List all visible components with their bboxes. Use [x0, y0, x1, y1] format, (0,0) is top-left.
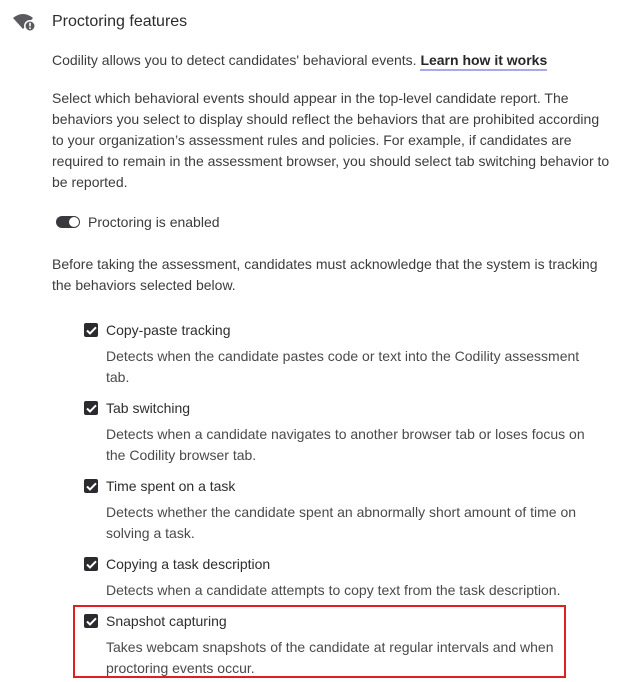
- checkmark-icon: [86, 482, 97, 491]
- proctoring-toggle-row: [56, 214, 220, 230]
- intro-text: Codility allows you to detect candidates' behavioral events.: [52, 52, 421, 68]
- toggle-knob: [69, 217, 79, 227]
- section-header: [12, 10, 38, 34]
- tab-switching-checkbox[interactable]: [84, 401, 98, 415]
- option-copying-task-description: [84, 554, 594, 601]
- proctoring-toggle-label: Proctoring is enabled: [88, 214, 220, 230]
- copying-task-description-checkbox[interactable]: [84, 557, 98, 571]
- option-description: Detects when a candidate attempts to copy text from the task description.: [106, 582, 561, 598]
- option-description: Detects whether the candidate spent an abnormally short amount of time on solving a task.: [106, 504, 577, 541]
- snapshot-capturing-checkbox[interactable]: [84, 614, 98, 628]
- description-paragraph: Select which behavioral events should appear in the top-level candidate report. The behaviors you select to display should reflect the behaviors that are prohibited according to your organization’s assessment rules and policies. For example, if candidates are required to remain in the assessment browser, you should select tab switching behavior to be reported.: [52, 90, 610, 190]
- copy-paste-checkbox[interactable]: [84, 323, 98, 337]
- option-snapshot-capturing: [84, 611, 594, 679]
- intro-paragraph: [52, 50, 612, 71]
- checkmark-icon: [86, 560, 97, 569]
- option-label: Snapshot capturing: [106, 613, 227, 629]
- page-title: Proctoring features: [52, 13, 188, 30]
- checkmark-icon: [86, 404, 97, 413]
- option-description: Detects when a candidate navigates to another browser tab or loses focus on the Codility browser tab.: [106, 426, 585, 463]
- option-tab-switching: [84, 398, 594, 466]
- acknowledge-paragraph: Before taking the assessment, candidates must acknowledge that the system is tracking the behaviors selected below.: [52, 256, 598, 293]
- option-label: Time spent on a task: [106, 478, 236, 494]
- proctoring-eye-icon: [12, 10, 38, 34]
- option-label: Copy-paste tracking: [106, 322, 231, 338]
- option-description: Detects when the candidate pastes code or text into the Codility assessment tab.: [106, 348, 580, 385]
- option-label: Copying a task description: [106, 556, 271, 572]
- option-copy-paste-tracking: [84, 320, 594, 388]
- option-time-spent: [84, 476, 594, 544]
- option-description: Takes webcam snapshots of the candidate at regular intervals and when proctoring events occur.: [106, 639, 554, 676]
- option-label: Tab switching: [106, 400, 191, 416]
- checkmark-icon: [86, 326, 97, 335]
- proctoring-toggle[interactable]: [56, 216, 80, 228]
- learn-how-it-works-link[interactable]: Learn how it works: [420, 52, 547, 71]
- time-spent-checkbox[interactable]: [84, 479, 98, 493]
- checkmark-icon: [86, 617, 97, 626]
